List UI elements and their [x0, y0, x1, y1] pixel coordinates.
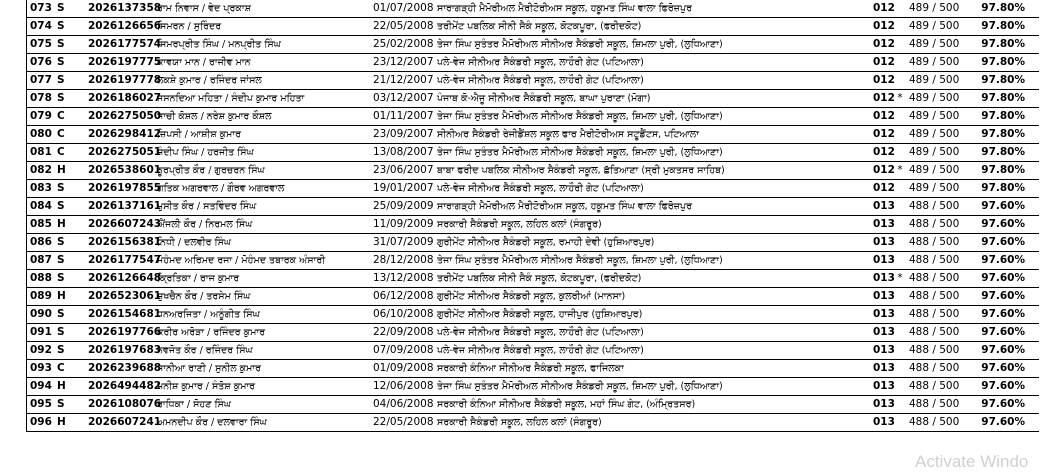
position-code-cell: 013	[873, 380, 895, 392]
stream-cell: C	[57, 362, 65, 374]
date-of-birth-cell: 11/09/2009	[373, 218, 434, 230]
student-father-name-cell: ਅਮਨਦੀਪ ਕੌਰ / ਦਲਵਾਰਾ ਸਿੰਘ	[157, 417, 267, 428]
student-father-name-cell: ਜਸਨਦਿਆ ਮਹਿਤਾ / ਸੰਦੀਪ ਕੁਮਾਰ ਮਹਿਤਾ	[157, 93, 305, 104]
tie-mark-cell: *	[897, 92, 903, 104]
roll-number-cell: 2026523061	[88, 290, 162, 302]
student-father-name-cell: ਸਾਨੀਆ ਰਾਣੀ / ਸੁਨੀਲ ਕੁਮਾਰ	[157, 363, 261, 374]
rank-cell: 074	[30, 20, 52, 32]
rank-cell: 086	[30, 236, 52, 248]
stream-cell: C	[57, 128, 65, 140]
school-name-cell: ਸੀਨੀਅਰ ਸੈਕੰਡਰੀ ਰੇਜੀਡੈਂਸ਼ਲ ਸਕੂਲ ਫਾਰ ਮੈਰੀਟੋਰੀਅਸ ਸਟੂਡੈਂਟਸ, ਪਟਿਆਲਾ	[437, 129, 699, 140]
student-father-name-cell: ਸੰਦੀਪ ਸਿੰਘ / ਹਰਜੀਤ ਸਿੰਘ	[157, 147, 254, 158]
roll-number-cell: 2026154681	[88, 308, 162, 320]
student-father-name-cell: ਐਂਜਲੀ ਕੌਰ / ਨਿਰਮਲ ਸਿੰਘ	[157, 219, 253, 230]
marks-cell: 488 / 500	[909, 218, 960, 230]
student-father-name-cell: ਕ੍ਰਿਤਿਕਾ / ਰਾਜ ਕੁਮਾਰ	[157, 273, 240, 284]
rank-cell: 073	[30, 2, 52, 14]
student-father-name-cell: ਕਾਵਯਾ ਮਾਨ / ਰਾਜੀਵ ਮਾਨ	[157, 57, 251, 68]
marks-cell: 488 / 500	[909, 254, 960, 266]
marks-cell: 489 / 500	[909, 92, 960, 104]
student-father-name-cell: ਨਵਜੋਤ ਕੌਰ / ਰਜਿੰਦਰ ਸਿੰਘ	[157, 345, 253, 356]
rank-cell: 078	[30, 92, 52, 104]
table-row	[27, 306, 1039, 324]
student-father-name-cell: ਜ਼ਿਪਸੀ / ਆਸ਼ੀਸ਼ ਕੁਮਾਰ	[157, 129, 242, 140]
tie-mark-cell: *	[897, 164, 903, 176]
school-name-cell: ਸਰਕਾਰੀ ਸੈਕੰਡਰੀ ਸਕੂਲ, ਲਹਿਲ ਕਲਾਂ (ਸੰਗਰੂਰ)	[437, 417, 602, 428]
marks-cell: 488 / 500	[909, 416, 960, 428]
date-of-birth-cell: 13/08/2007	[373, 146, 434, 158]
school-name-cell: ਤਰੀਮੇਂਟ ਪਬਲਿਕ ਸੀਨੀ ਸੈਕੰ ਸਕੂਲ, ਕੋਟਕਪੂਰਾ, (ਫਰੀਦਕੋਟ)	[437, 21, 642, 32]
position-code-cell: 013	[873, 344, 895, 356]
school-name-cell: ਤੇਜਾ ਸਿੰਘ ਸੁਤੰਤਰ ਮੈਮੋਰੀਅਲ ਸੀਨੀਅਰ ਸੈਕੰਡਰੀ ਸਕੂਲ, ਸ਼ਿਮਲਾ ਪੁਰੀ, (ਲੁਧਿਆਣਾ)	[437, 39, 723, 50]
percentage-cell: 97.60%	[981, 344, 1025, 356]
position-code-cell: 013	[873, 272, 895, 284]
student-father-name-cell: ਸਿਮਰਪ੍ਰੀਤ ਸਿੰਘ / ਮਨਪ੍ਰੀਤ ਸਿੰਘ	[157, 39, 281, 50]
school-name-cell: ਸਾਰਾਗੜ੍ਹੀ ਮੈਮੋਰੀਅਲ ਮੈਰੀਟੋਰੀਅਸ ਸਕੂਲ, ਹਕੂਮਤ ਸਿੰਘ ਵਾਲਾ ਫਿਰੋਜ਼ਪੁਰ	[437, 3, 692, 14]
stream-cell: S	[57, 38, 65, 50]
marks-cell: 489 / 500	[909, 38, 960, 50]
marks-cell: 488 / 500	[909, 308, 960, 320]
percentage-cell: 97.60%	[981, 200, 1025, 212]
table-row	[27, 396, 1039, 414]
stream-cell: C	[57, 110, 65, 122]
roll-number-cell: 2026607241	[88, 416, 162, 428]
school-name-cell: ਪਲੇ-ਵੇਜ ਸੀਨੀਅਰ ਸੈਕੰਡਰੀ ਸਕੂਲ, ਲਾਹੌਰੀ ਗੇਟ (ਪਟਿਆਲਾ)	[437, 57, 644, 68]
marks-cell: 489 / 500	[909, 20, 960, 32]
marks-cell: 489 / 500	[909, 146, 960, 158]
merit-list-table	[26, 0, 1039, 432]
marks-cell: 489 / 500	[909, 110, 960, 122]
marks-cell: 488 / 500	[909, 272, 960, 284]
table-row	[27, 72, 1039, 90]
position-code-cell: 012	[873, 20, 895, 32]
position-code-cell: 012	[873, 110, 895, 122]
position-code-cell: 012	[873, 38, 895, 50]
marks-cell: 488 / 500	[909, 290, 960, 302]
table-row	[27, 414, 1039, 432]
percentage-cell: 97.60%	[981, 416, 1025, 428]
date-of-birth-cell: 25/02/2008	[373, 38, 434, 50]
roll-number-cell: 2026298412	[88, 128, 162, 140]
percentage-cell: 97.80%	[981, 2, 1025, 14]
percentage-cell: 97.60%	[981, 236, 1025, 248]
student-father-name-cell: ਸੁਖਚੈਨ ਕੌਰ / ਤਰਸੇਮ ਸਿੰਘ	[157, 291, 251, 302]
stream-cell: S	[57, 236, 65, 248]
school-name-cell: ਗੁਰੀਮੇਂਟ ਸੀਨੀਅਰ ਸੈਕੰਡਰੀ ਸਕੂਲ, ਰਮਾਹੀ ਦੇਵੀ (ਹੁਸ਼ਿਆਰਪੁਰ)	[437, 237, 655, 248]
percentage-cell: 97.80%	[981, 182, 1025, 194]
date-of-birth-cell: 23/06/2007	[373, 164, 434, 176]
position-code-cell: 013	[873, 200, 895, 212]
school-name-cell: ਸਰਕਾਰੀ ਕੰਨਿਆ ਸੀਨੀਅਰ ਸੈਕੰਡਰੀ ਸਕੂਲ, ਮਹਾਂ ਸਿੰਘ ਗੇਟ, (ਅੰਮ੍ਰਿਤਸਰ)	[437, 399, 696, 410]
rank-cell: 082	[30, 164, 52, 176]
table-row	[27, 36, 1039, 54]
marks-cell: 489 / 500	[909, 164, 960, 176]
table-row	[27, 360, 1039, 378]
date-of-birth-cell: 22/09/2008	[373, 326, 434, 338]
roll-number-cell: 2026156381	[88, 236, 162, 248]
roll-number-cell: 2026197778	[88, 74, 162, 86]
date-of-birth-cell: 01/09/2008	[373, 362, 434, 374]
stream-cell: S	[57, 398, 65, 410]
marks-cell: 489 / 500	[909, 182, 960, 194]
roll-number-cell: 2026197683	[88, 344, 162, 356]
roll-number-cell: 2026607243	[88, 218, 162, 230]
marks-cell: 488 / 500	[909, 236, 960, 248]
school-name-cell: ਸਾਰਾਗੜ੍ਹੀ ਮੈਮੋਰੀਅਲ ਮੈਰੀਟੋਰੀਅਸ ਸਕੂਲ, ਹਕੂਮਤ ਸਿੰਘ ਵਾਲਾ ਫਿਰੋਜ਼ਪੁਰ	[437, 201, 692, 212]
table-row	[27, 252, 1039, 270]
date-of-birth-cell: 07/09/2008	[373, 344, 434, 356]
table-row	[27, 270, 1039, 288]
stream-cell: S	[57, 2, 65, 14]
stream-cell: S	[57, 326, 65, 338]
table-row	[27, 162, 1039, 180]
table-row	[27, 54, 1039, 72]
roll-number-cell: 2026275050	[88, 110, 162, 122]
rank-cell: 077	[30, 74, 52, 86]
rank-cell: 085	[30, 218, 52, 230]
date-of-birth-cell: 31/07/2009	[373, 236, 434, 248]
stream-cell: S	[57, 74, 65, 86]
stream-cell: H	[57, 290, 66, 302]
position-code-cell: 012	[873, 128, 895, 140]
position-code-cell: 012	[873, 146, 895, 158]
activate-windows-watermark: Activate Windo	[915, 452, 1029, 471]
date-of-birth-cell: 06/10/2008	[373, 308, 434, 320]
rank-cell: 089	[30, 290, 52, 302]
school-name-cell: ਪਲੇ-ਵੇਜ ਸੀਨੀਅਰ ਸੈਕੰਡਰੀ ਸਕੂਲ, ਲਾਹੌਰੀ ਗੇਟ (ਪਟਿਆਲਾ)	[437, 183, 644, 194]
rank-cell: 076	[30, 56, 52, 68]
table-row	[27, 342, 1039, 360]
school-name-cell: ਗੁਰੀਮੇਂਟ ਸੀਨੀਅਰ ਸੈਕੰਡਰੀ ਸਕੂਲ, ਕੁਲਰੀਆਂ (ਮਾਨਸਾ)	[437, 291, 626, 302]
student-father-name-cell: ਧਨਅਰਜਿਤਾ / ਅਨੂੰਗੀਤ ਸਿੰਘ	[157, 309, 260, 320]
marks-cell: 489 / 500	[909, 128, 960, 140]
position-code-cell: 012	[873, 92, 895, 104]
student-father-name-cell: ਗਤਿਕ ਅਗਰਵਾਲ / ਗੌਰਵ ਅਗਰਵਾਲ	[157, 183, 285, 194]
percentage-cell: 97.80%	[981, 128, 1025, 140]
school-name-cell: ਪਲੇ-ਵੇਜ ਸੀਨੀਅਰ ਸੈਕੰਡਰੀ ਸਕੂਲ, ਲਾਹੌਰੀ ਗੇਟ (ਪਟਿਆਲਾ)	[437, 345, 644, 356]
percentage-cell: 97.60%	[981, 380, 1025, 392]
school-name-cell: ਗੁਰੀਮੇਂਟ ਸੀਨੀਅਰ ਸੈਕੰਡਰੀ ਸਕੂਲ, ਹਾਜੀਪੁਰ (ਹੁਸ਼ਿਆਰਪੁਰ)	[437, 309, 643, 320]
date-of-birth-cell: 06/12/2008	[373, 290, 434, 302]
position-code-cell: 013	[873, 236, 895, 248]
stream-cell: H	[57, 164, 66, 176]
rank-cell: 080	[30, 128, 52, 140]
stream-cell: S	[57, 56, 65, 68]
student-father-name-cell: ਕਰੀਰ ਅਰੋੜਾ / ਰਜਿੰਦਰ ਕੁਮਾਰ	[157, 327, 266, 338]
position-code-cell: 013	[873, 362, 895, 374]
table-row	[27, 108, 1039, 126]
roll-number-cell: 2026177574	[88, 38, 162, 50]
rank-cell: 093	[30, 362, 52, 374]
stream-cell: S	[57, 272, 65, 284]
stream-cell: S	[57, 344, 65, 356]
position-code-cell: 013	[873, 290, 895, 302]
marks-cell: 488 / 500	[909, 362, 960, 374]
position-code-cell: 012	[873, 74, 895, 86]
percentage-cell: 97.80%	[981, 164, 1025, 176]
date-of-birth-cell: 19/01/2007	[373, 182, 434, 194]
roll-number-cell: 2026108076	[88, 398, 162, 410]
table-row	[27, 144, 1039, 162]
percentage-cell: 97.60%	[981, 362, 1025, 374]
position-code-cell: 012	[873, 182, 895, 194]
school-name-cell: ਬਾਬਾ ਫਰੀਦ ਪਬਲਿਕ ਸੀਨੀਅਰ ਸੈਕੰਡਰੀ ਸਕੂਲ, ਛੱਤਿਆਣਾ (ਸ੍ਰੀ ਮੁਕਤਸਰ ਸਾਹਿਬ)	[437, 165, 725, 176]
roll-number-cell: 2026186027	[88, 92, 162, 104]
roll-number-cell: 2026275051	[88, 146, 162, 158]
position-code-cell: 013	[873, 398, 895, 410]
rank-cell: 079	[30, 110, 52, 122]
marks-cell: 488 / 500	[909, 326, 960, 338]
stream-cell: H	[57, 218, 66, 230]
stream-cell: C	[57, 146, 65, 158]
rank-cell: 090	[30, 308, 52, 320]
date-of-birth-cell: 23/12/2007	[373, 56, 434, 68]
rank-cell: 075	[30, 38, 52, 50]
rank-cell: 092	[30, 344, 52, 356]
school-name-cell: ਸਰਕਾਰੀ ਕੰਨਿਆ ਸੀਨੀਅਰ ਸੈਕੰਡਰੀ ਸਕੂਲ, ਫਾਜਿਲਕਾ	[437, 363, 624, 374]
student-father-name-cell: ਨੂਰਪ੍ਰੀਤ ਕੌਰ / ਗੁਰਚਰਨ ਸਿੰਘ	[157, 165, 265, 176]
school-name-cell: ਤੇਜਾ ਸਿੰਘ ਸੁਤੰਤਰ ਮੈਮੋਰੀਅਲ ਸੀਨੀਅਰ ਸੈਕੰਡਰੀ ਸਕੂਲ, ਸ਼ਿਮਲਾ ਪੁਰੀ, (ਲੁਧਿਆਣਾ)	[437, 147, 723, 158]
roll-number-cell: 2026197775	[88, 56, 162, 68]
table-row	[27, 216, 1039, 234]
school-name-cell: ਸਰਕਾਰੀ ਸੈਕੰਡਰੀ ਸਕੂਲ, ਲਹਿਲ ਕਲਾਂ (ਸੰਗਰੂਰ)	[437, 219, 602, 230]
marks-cell: 488 / 500	[909, 344, 960, 356]
position-code-cell: 013	[873, 254, 895, 266]
stream-cell: H	[57, 416, 66, 428]
student-father-name-cell: ਲਕਸ਼ੇ ਕੁਮਾਰ / ਰਜਿੰਦਰ ਜਾਂਸਲ	[157, 75, 262, 86]
table-row	[27, 198, 1039, 216]
table-row	[27, 126, 1039, 144]
student-father-name-cell: ਨਿਧੀ / ਦਲਵੀਰ ਸਿੰਘ	[157, 237, 231, 248]
stream-cell: S	[57, 20, 65, 32]
table-row	[27, 180, 1039, 198]
roll-number-cell: 2026538601	[88, 164, 162, 176]
date-of-birth-cell: 13/12/2008	[373, 272, 434, 284]
percentage-cell: 97.80%	[981, 146, 1025, 158]
roll-number-cell: 2026239688	[88, 362, 162, 374]
student-father-name-cell: ਸਿਮਰਨ / ਸੁਰਿੰਦਰ	[157, 21, 222, 32]
roll-number-cell: 2026137161	[88, 200, 162, 212]
marks-cell: 489 / 500	[909, 2, 960, 14]
marks-cell: 488 / 500	[909, 380, 960, 392]
date-of-birth-cell: 25/09/2009	[373, 200, 434, 212]
table-row	[27, 288, 1039, 306]
rank-cell: 087	[30, 254, 52, 266]
rank-cell: 096	[30, 416, 52, 428]
table-row	[27, 234, 1039, 252]
stream-cell: S	[57, 182, 65, 194]
marks-cell: 488 / 500	[909, 200, 960, 212]
date-of-birth-cell: 28/12/2008	[373, 254, 434, 266]
date-of-birth-cell: 04/06/2008	[373, 398, 434, 410]
school-name-cell: ਪੰਜਾਬ ਕੋ-ਐਜੂ ਸੀਨੀਅਰ ਸੈਕੰਡਰੀ ਸਕੂਲ, ਬਾਘਾ ਪੁਰਾਣਾ (ਮੋਗਾ)	[437, 93, 651, 104]
stream-cell: S	[57, 254, 65, 266]
school-name-cell: ਪਲੇ-ਵੇਜ ਸੀਨੀਅਰ ਸੈਕੰਡਰੀ ਸਕੂਲ, ਲਾਹੌਰੀ ਗੇਟ (ਪਟਿਆਲਾ)	[437, 327, 644, 338]
percentage-cell: 97.80%	[981, 92, 1025, 104]
percentage-cell: 97.80%	[981, 56, 1025, 68]
table-row	[27, 378, 1039, 396]
table-row	[27, 324, 1039, 342]
position-code-cell: 013	[873, 218, 895, 230]
date-of-birth-cell: 22/05/2008	[373, 20, 434, 32]
rank-cell: 094	[30, 380, 52, 392]
position-code-cell: 013	[873, 326, 895, 338]
stream-cell: S	[57, 92, 65, 104]
student-father-name-cell: ਮੁਸੀਤ ਕੌਰ / ਸਤਵਿੰਦਰ ਸਿੰਘ	[157, 201, 257, 212]
table-row	[27, 90, 1039, 108]
stream-cell: H	[57, 380, 66, 392]
position-code-cell: 012	[873, 2, 895, 14]
percentage-cell: 97.60%	[981, 290, 1025, 302]
student-father-name-cell: ਰਾਮ ਨਿਵਾਸ / ਵੇਦ ਪ੍ਰਕਾਸ਼	[157, 3, 251, 14]
rank-cell: 095	[30, 398, 52, 410]
roll-number-cell: 2026137358	[88, 2, 162, 14]
date-of-birth-cell: 22/05/2008	[373, 416, 434, 428]
roll-number-cell: 2026126656	[88, 20, 162, 32]
percentage-cell: 97.80%	[981, 74, 1025, 86]
percentage-cell: 97.60%	[981, 308, 1025, 320]
roll-number-cell: 2026126648	[88, 272, 162, 284]
rank-cell: 083	[30, 182, 52, 194]
percentage-cell: 97.60%	[981, 254, 1025, 266]
marks-cell: 489 / 500	[909, 56, 960, 68]
percentage-cell: 97.80%	[981, 110, 1025, 122]
rank-cell: 084	[30, 200, 52, 212]
student-father-name-cell: ਸਾਚੀ ਕੋਸ਼ਲ / ਨਰੇਸ਼ ਕੁਮਾਰ ਕੌਸ਼ਲ	[157, 111, 272, 122]
date-of-birth-cell: 21/12/2007	[373, 74, 434, 86]
date-of-birth-cell: 01/07/2008	[373, 2, 434, 14]
date-of-birth-cell: 12/06/2008	[373, 380, 434, 392]
percentage-cell: 97.80%	[981, 20, 1025, 32]
school-name-cell: ਤੇਜਾ ਸਿੰਘ ਸੁਤੰਤਰ ਮੈਮੋਰੀਅਲ ਸੀਨੀਅਰ ਸੈਕੰਡਰੀ ਸਕੂਲ, ਸ਼ਿਮਲਾ ਪੁਰੀ, (ਲੁਧਿਆਣਾ)	[437, 255, 723, 266]
position-code-cell: 012	[873, 164, 895, 176]
rank-cell: 091	[30, 326, 52, 338]
roll-number-cell: 2026197855	[88, 182, 162, 194]
percentage-cell: 97.60%	[981, 218, 1025, 230]
percentage-cell: 97.80%	[981, 38, 1025, 50]
date-of-birth-cell: 01/11/2007	[373, 110, 434, 122]
student-father-name-cell: ਰਾਧਿਕਾ / ਸੋਹਣ ਸਿੰਘ	[157, 399, 231, 410]
marks-cell: 488 / 500	[909, 398, 960, 410]
school-name-cell: ਪਲੇ-ਵੇਜ ਸੀਨੀਅਰ ਸੈਕੰਡਰੀ ਸਕੂਲ, ਲਾਹੌਰੀ ਗੇਟ (ਪਟਿਆਲਾ)	[437, 75, 644, 86]
position-code-cell: 012	[873, 56, 895, 68]
position-code-cell: 013	[873, 416, 895, 428]
stream-cell: S	[57, 200, 65, 212]
position-code-cell: 013	[873, 308, 895, 320]
table-row	[27, 0, 1039, 18]
marks-cell: 489 / 500	[909, 74, 960, 86]
rank-cell: 081	[30, 146, 52, 158]
date-of-birth-cell: 03/12/2007	[373, 92, 434, 104]
roll-number-cell: 2026197766	[88, 326, 162, 338]
table-row	[27, 18, 1039, 36]
percentage-cell: 97.60%	[981, 326, 1025, 338]
student-father-name-cell: ਮੋਹੰਮਦ ਅਰਿਮਦ ਰਜਾ / ਮੋਹੰਮਦ ਤਬਾਰਕ ਅੰਸਾਰੀ	[157, 255, 326, 266]
school-name-cell: ਤੇਜਾ ਸਿੰਘ ਸੁਤੰਤਰ ਮੈਮੋਰੀਅਲ ਸੀਨੀਅਰ ਸੈਕੰਡਰੀ ਸਕੂਲ, ਸ਼ਿਮਲਾ ਪੁਰੀ, (ਲੁਧਿਆਣਾ)	[437, 381, 723, 392]
stream-cell: S	[57, 308, 65, 320]
roll-number-cell: 2026494482	[88, 380, 162, 392]
school-name-cell: ਤਰੀਮੇਂਟ ਪਬਲਿਕ ਸੀਨੀ ਸੈਕੰ ਸਕੂਲ, ਕੋਟਕਪੂਰਾ, (ਫਰੀਦਕੋਟ)	[437, 273, 642, 284]
date-of-birth-cell: 23/09/2007	[373, 128, 434, 140]
roll-number-cell: 2026177547	[88, 254, 162, 266]
rank-cell: 088	[30, 272, 52, 284]
school-name-cell: ਤੇਜਾ ਸਿੰਘ ਸੁਤੰਤਰ ਮੈਮੋਰੀਅਲ ਸੀਨੀਅਰ ਸੈਕੰਡਰੀ ਸਕੂਲ, ਸ਼ਿਮਲਾ ਪੁਰੀ, (ਲੁਧਿਆਣਾ)	[437, 111, 723, 122]
tie-mark-cell: *	[897, 272, 903, 284]
percentage-cell: 97.60%	[981, 272, 1025, 284]
percentage-cell: 97.60%	[981, 398, 1025, 410]
student-father-name-cell: ਮਨੀਸ਼ ਕੁਮਾਰ / ਸੰਤੋਸ਼ ਕੁਮਾਰ	[157, 381, 256, 392]
